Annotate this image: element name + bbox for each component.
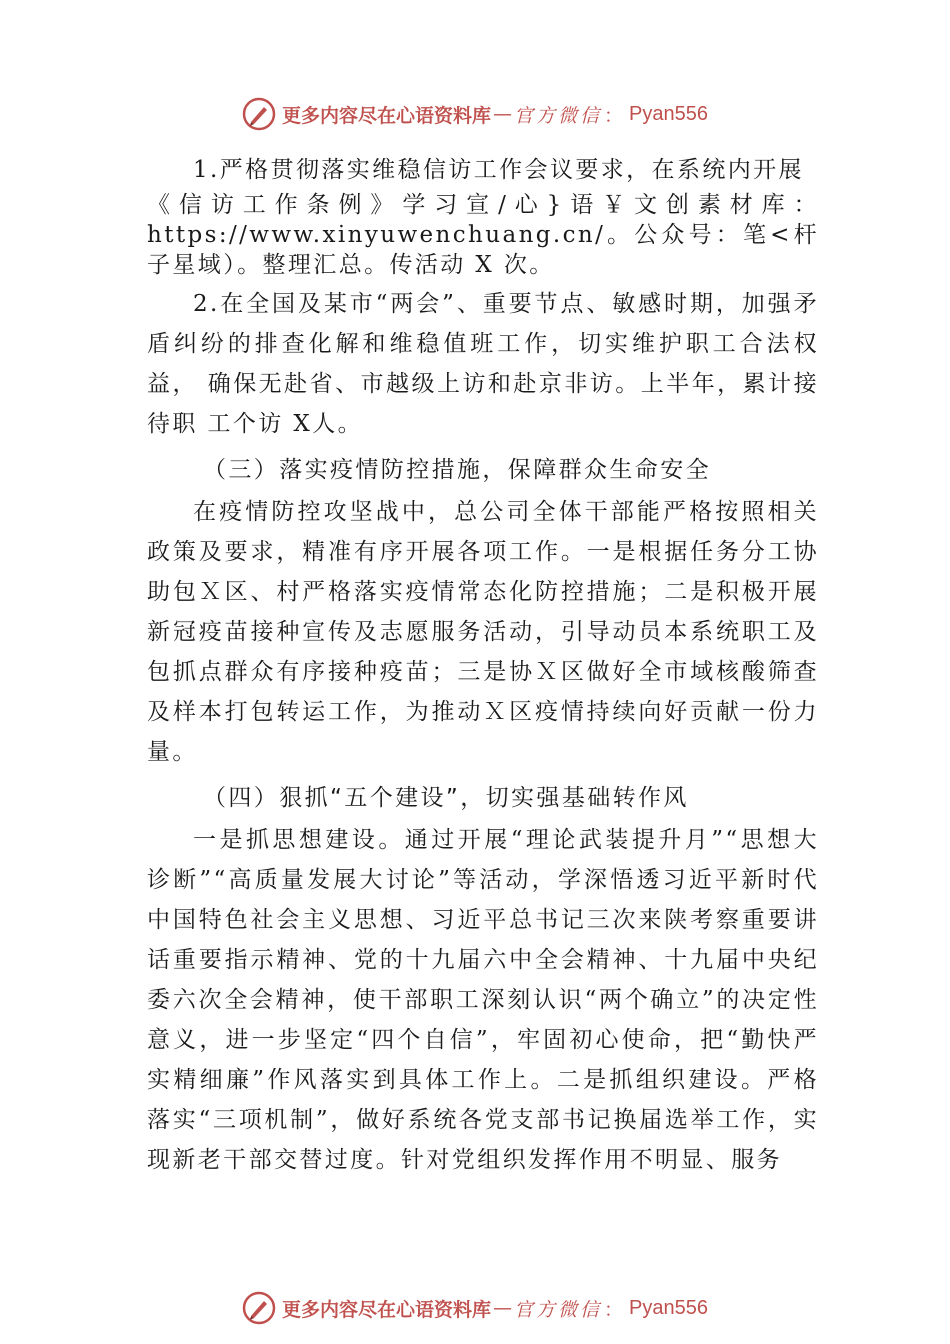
- banner-wechat-id: Pyan556: [629, 1296, 708, 1319]
- pen-logo-icon: [242, 97, 276, 131]
- banner-main-text: 更多内容尽在心语资料库: [281, 1298, 491, 1321]
- paragraph-4: 一是抓思想建设。通过开展“理论武装提升月”“思想大诊断”“高质量发展大讨论”等活动，学深悟透习近平新时代中国特色社会主义思想、习近平总书记三次来陕考察重要讲话重要指示精神、党的十九届六中全会精神、十九届中央纪委六次全会精神，使干部职工深刻认识“两个确立”的决定性意义，进一步坚定“四个自信”，牢固初心使命，把“勤快严实精细廉”作风落实到具体工作上。二是抓组织建设。严格落实“三项机制”，做好系统各党支部书记换届选举工作，实现新老干部交替过度。针对党组织发挥作用不明显、服务: [147, 827, 819, 1173]
- banner-separator: —: [493, 1297, 512, 1319]
- watermark-banner-bottom: [0, 1288, 950, 1328]
- banner-wechat-label: 官方微信: [514, 104, 603, 127]
- banner-colon: ：: [604, 104, 624, 127]
- banner-colon: ：: [604, 1298, 624, 1321]
- section-heading-4: （四）狠抓“五个建设”，切实强基础转作风: [203, 785, 689, 811]
- document-body: [147, 150, 819, 1180]
- pen-logo-icon: [242, 1291, 276, 1325]
- banner-main-text: 更多内容尽在心语资料库: [281, 104, 491, 127]
- paragraph-2: 2.在全国及某市“两会”、重要节点、敏感时期，加强矛 盾纠纷的排查化解和维稳值班工作，切实维护职工合法权益， 确保无赴省、市越级上访和赴京非访。上半年，累计接待职 工个访 X人。: [147, 291, 819, 437]
- paragraph-1: 1.严格贯彻落实维稳信访工作会议要求，在系统内开展: [193, 157, 804, 183]
- banner-wechat-id: Pyan556: [629, 102, 708, 125]
- paragraph-3: 在疫情防控攻坚战中，总公司全体干部能严格按照相关政策及要求，精准有序开展各项工作。一是根据任务分工协助包Ｘ区、村严格落实疫情常态化防控措施；二是积极开展新冠疫苗接种宣传及志愿服务活动，引导动员本系统职工及包抓点群众有序接种疫苗；三是协Ｘ区做好全市域核酸筛查及样本打包转运工作，为推动Ｘ区疫情持续向好贡献一份力量。: [147, 499, 819, 765]
- paragraph-1-continuation: 《信访工作条例》学习宣/心}语￥文创素材库：https://www.xinyuwenchuang.cn/。公众号：笔<杆子星域）。整理汇总。传活动 X 次。: [147, 192, 819, 278]
- section-heading-3: （三）落实疫情防控措施，保障群众生命安全: [203, 457, 711, 483]
- banner-wechat-label: 官方微信: [514, 1298, 603, 1321]
- banner-separator: —: [493, 103, 512, 125]
- watermark-banner-top: [0, 94, 950, 134]
